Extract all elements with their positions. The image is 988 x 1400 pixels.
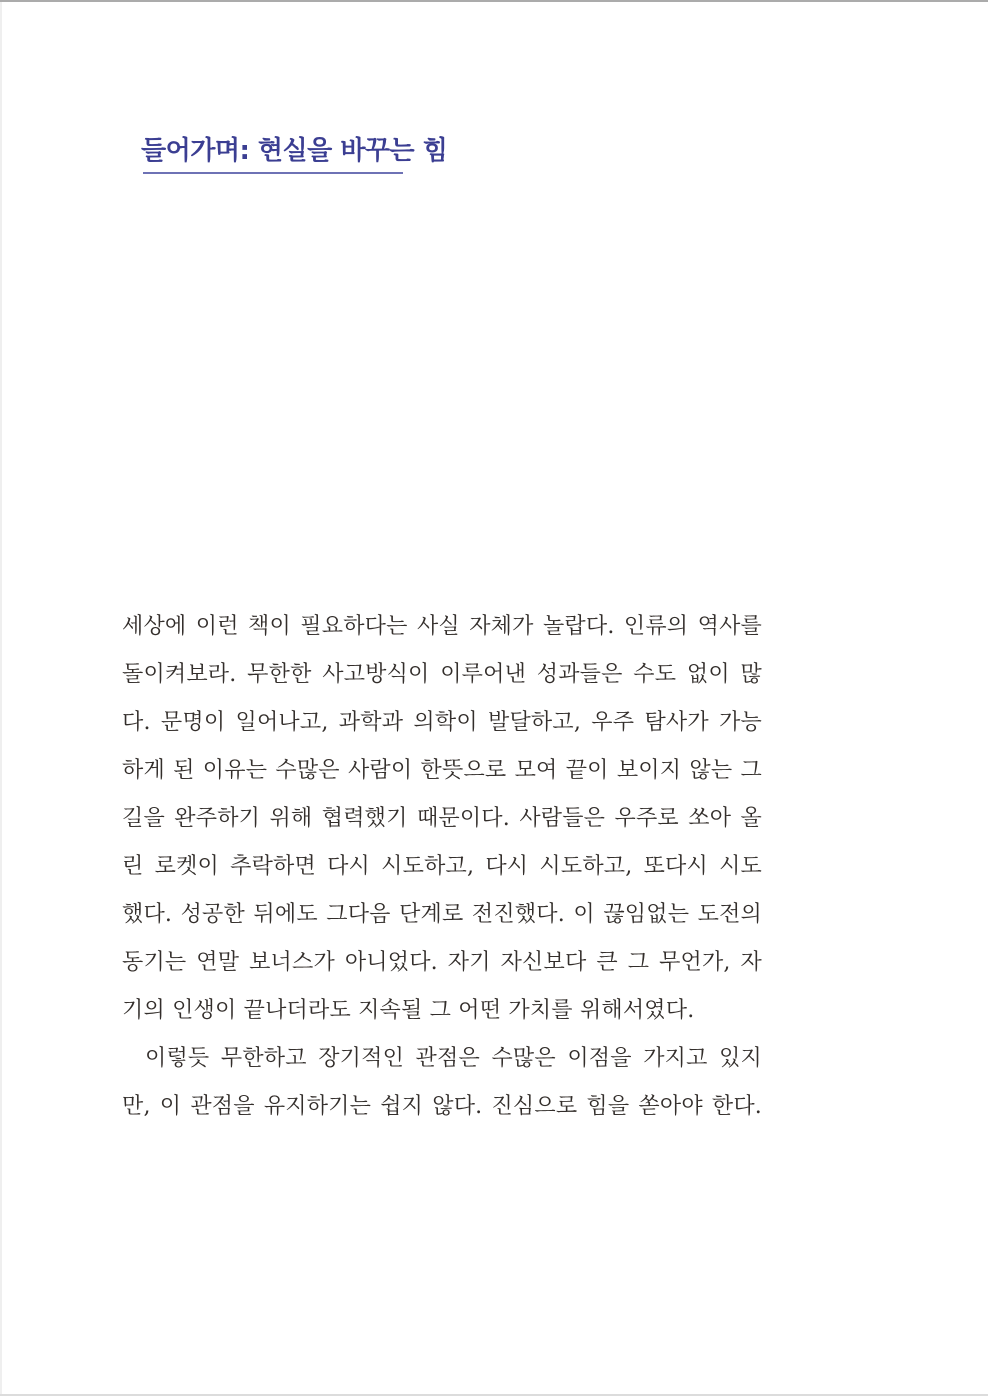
body-line: 세상에 이런 책이 필요하다는 사실 자체가 놀랍다. 인류의 역사를: [122, 614, 762, 639]
body-text: [122, 603, 762, 1131]
body-line: 만, 이 관점을 유지하기는 쉽지 않다. 진심으로 힘을 쏟아야 한다.: [122, 1094, 762, 1119]
body-line: 이렇듯 무한하고 장기적인 관점은 수많은 이점을 가지고 있지: [145, 1046, 762, 1071]
body-line: 기의 인생이 끝나더라도 지속될 그 어떤 가치를 위해서였다.: [122, 998, 695, 1023]
body-line: 돌이켜보라. 무한한 사고방식이 이루어낸 성과들은 수도 없이 많: [122, 662, 762, 687]
body-line: 하게 된 이유는 수많은 사람이 한뜻으로 모여 끝이 보이지 않는 그: [122, 758, 762, 783]
page-edge-left: [0, 2, 2, 1394]
chapter-title: 들어가며: 현실을 바꾸는 힘: [141, 136, 448, 166]
page-edge-bottom: [0, 1394, 988, 1396]
body-line: 린 로켓이 추락하면 다시 시도하고, 다시 시도하고, 또다시 시도: [122, 854, 762, 879]
body-line: 했다. 성공한 뒤에도 그다음 단계로 전진했다. 이 끊임없는 도전의: [122, 902, 762, 927]
page-edge-top: [0, 0, 988, 2]
body-line: 길을 완주하기 위해 협력했기 때문이다. 사람들은 우주로 쏘아 올: [122, 806, 762, 831]
body-line: 다. 문명이 일어나고, 과학과 의학이 발달하고, 우주 탐사가 가능: [122, 710, 762, 735]
chapter-title-underline: [143, 172, 403, 174]
body-line: 동기는 연말 보너스가 아니었다. 자기 자신보다 큰 그 무언가, 자: [122, 950, 762, 975]
